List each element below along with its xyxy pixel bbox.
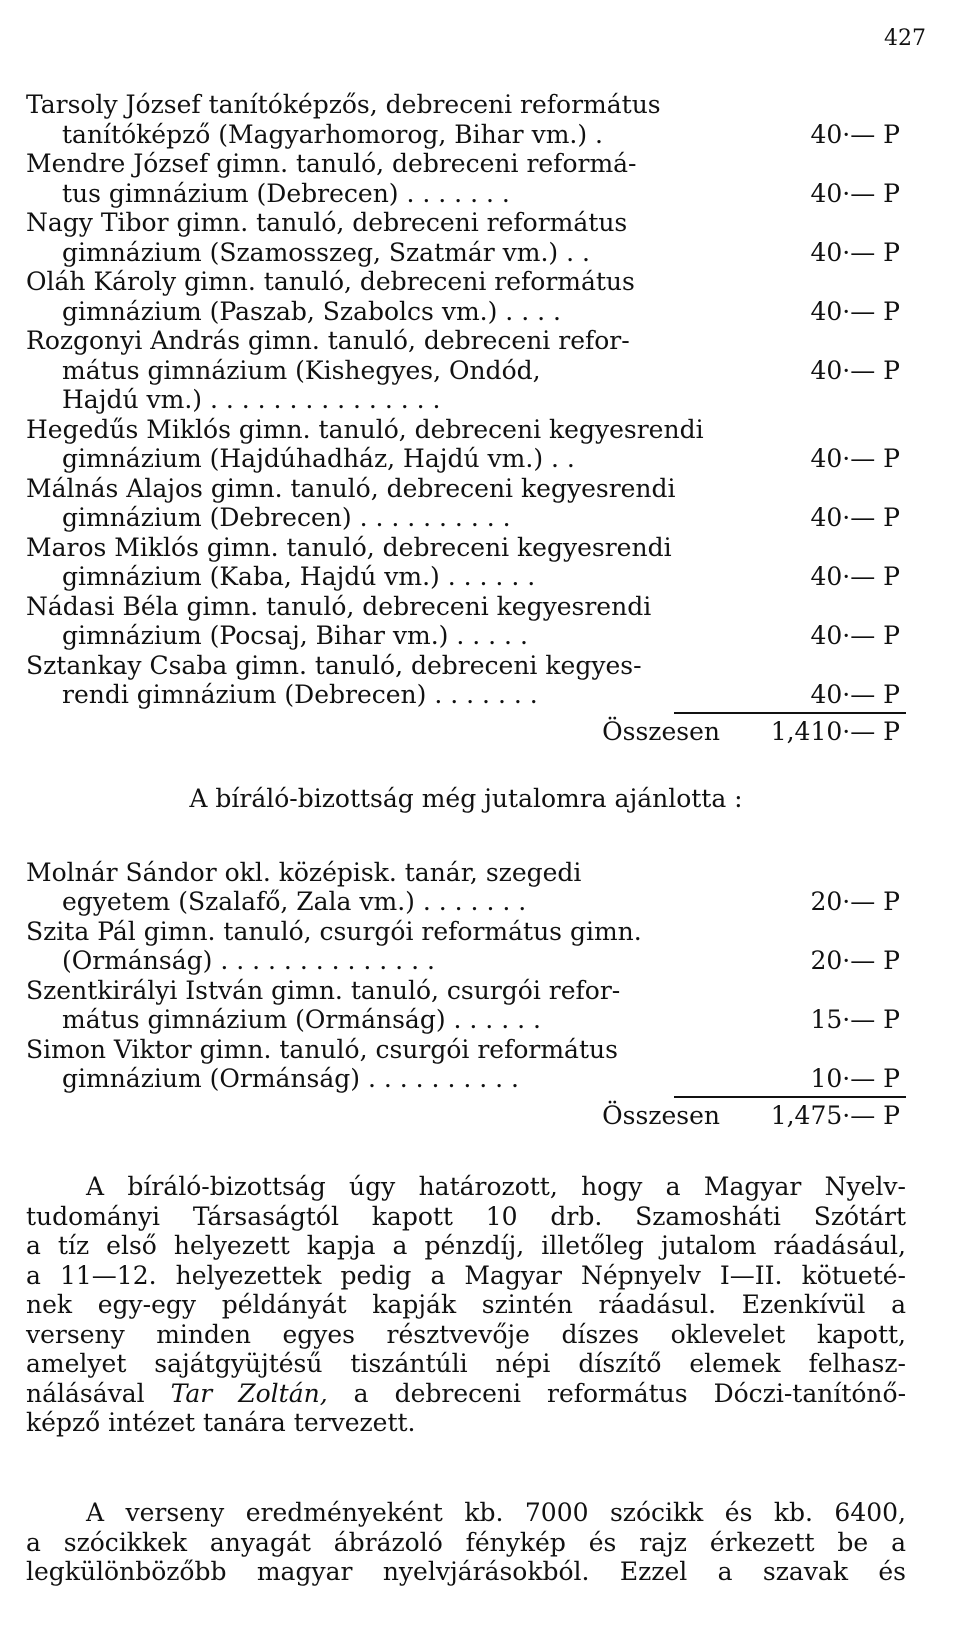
paragraph-line: legkülönbözőbb magyar nyelvjárásokból. Ezzel a szavak és xyxy=(26,1557,906,1586)
entry-line: Maros Miklós gimn. tanuló, debreceni kegyesrendi xyxy=(26,532,672,562)
entry-text xyxy=(26,592,731,651)
entry-line: Sztankay Csaba gimn. tanuló, debreceni kegyes- xyxy=(26,650,642,680)
total-value: 1,410·— P xyxy=(770,716,900,746)
paragraph-line: a 11—12. helyezettek pedig a Magyar Népnyelv I—II. kötueté- xyxy=(26,1260,906,1290)
entry-line: Molnár Sándor okl. középisk. tanár, szegedi xyxy=(26,857,582,887)
award-entry xyxy=(26,858,906,917)
entry-amount: 40·— P xyxy=(810,237,900,267)
award-entry xyxy=(26,533,906,592)
entry-amount: 10·— P xyxy=(810,1064,900,1093)
entry-line: egyetem (Szalafő, Zala vm.) . . . . . . . xyxy=(62,887,527,916)
total-rule-2 xyxy=(674,1096,906,1098)
entry-line: Nagy Tibor gimn. tanuló, debreceni református xyxy=(26,208,628,237)
entry-text xyxy=(26,267,731,326)
entry-text xyxy=(26,90,731,149)
entry-line: Hegedűs Miklós gimn. tanuló, debreceni kegyesrendi xyxy=(26,414,704,444)
designer-name: Tar Zoltán, xyxy=(170,1378,328,1408)
entry-text xyxy=(26,858,731,917)
awards-section xyxy=(26,90,906,710)
entry-line: gimnázium (Kaba, Hajdú vm.) . . . . . . xyxy=(62,562,536,591)
award-entry xyxy=(26,208,906,267)
paragraph-line: tudományi Társaságtól kapott 10 drb. Szamosháti Szótárt xyxy=(26,1201,906,1231)
entry-line: Rozgonyi András gimn. tanuló, debreceni refor- xyxy=(26,326,630,355)
recommended-section xyxy=(26,858,906,1094)
entry-text xyxy=(26,415,731,474)
entry-amount: 20·— P xyxy=(810,887,900,916)
award-entry xyxy=(26,90,906,149)
total-value: 1,475·— P xyxy=(770,1100,900,1130)
paragraph-line: A verseny eredményeként kb. 7000 szócikk és kb. 6400, xyxy=(86,1498,906,1527)
entry-line: gimnázium (Hajdúhadház, Hajdú vm.) . . xyxy=(62,444,575,473)
entry-line: Szita Pál gimn. tanuló, csurgói református gimn. xyxy=(26,916,642,946)
entry-text xyxy=(26,976,731,1035)
entry-text xyxy=(26,1035,731,1094)
total-label: Összesen xyxy=(602,1100,720,1130)
award-entry xyxy=(26,592,906,651)
entry-amount: 40·— P xyxy=(810,296,900,326)
entry-amount: 40·— P xyxy=(810,355,900,385)
entry-line: Tarsoly József tanítóképzős, debreceni református xyxy=(26,90,661,119)
entry-amount: 40·— P xyxy=(810,562,900,591)
paragraph-line: nek egy-egy példányát kapják szintén ráadásul. Ezenkívül a xyxy=(26,1290,906,1319)
entry-line: Mendre József gimn. tanuló, debreceni reformá- xyxy=(26,149,637,178)
entry-amount: 40·— P xyxy=(810,621,900,650)
entry-line: tanítóképző (Magyarhomorog, Bihar vm.) . xyxy=(62,119,604,149)
entry-amount: 40·— P xyxy=(810,444,900,473)
paragraph-line: verseny minden egyes résztvevője díszes oklevelet kapott, xyxy=(26,1319,906,1349)
award-entry xyxy=(26,326,906,415)
award-entry xyxy=(26,1035,906,1094)
entry-amount: 40·— P xyxy=(810,503,900,532)
award-entry xyxy=(26,474,906,533)
recommendation-heading: A bíráló-bizottság még jutalomra ajánlotta : xyxy=(189,783,743,813)
entry-text xyxy=(26,474,731,533)
entry-line: gimnázium (Ormánság) . . . . . . . . . . xyxy=(62,1064,519,1093)
entry-line: Oláh Károly gimn. tanuló, debreceni református xyxy=(26,267,635,296)
paragraph-fragment: nálásával xyxy=(26,1378,145,1408)
paragraph-line-mixed xyxy=(26,1379,906,1409)
entry-line: Málnás Alajos gimn. tanuló, debreceni kegyesrendi xyxy=(26,473,676,503)
entry-amount: 20·— P xyxy=(810,946,900,975)
entry-text xyxy=(26,326,731,415)
award-entry xyxy=(26,917,906,976)
entry-amount: 40·— P xyxy=(810,178,900,208)
entry-text xyxy=(26,533,731,592)
paragraph-line: amelyet sajátgyüjtésű tiszántúli népi díszítő elemek felhasz- xyxy=(26,1349,906,1378)
entry-line: Simon Viktor gimn. tanuló, csurgói református xyxy=(26,1034,618,1064)
entry-text xyxy=(26,149,731,208)
paragraph-line: a tíz első helyezett kapja a pénzdíj, illetőleg jutalom ráadásául, xyxy=(26,1231,906,1260)
entry-line: tus gimnázium (Debrecen) . . . . . . . xyxy=(62,178,510,208)
entry-line: Nádasi Béla gimn. tanuló, debreceni kegyesrendi xyxy=(26,591,652,621)
entry-line: Szentkirályi István gimn. tanuló, csurgói refor- xyxy=(26,975,621,1005)
entry-text xyxy=(26,917,731,976)
award-entry xyxy=(26,267,906,326)
entry-line: gimnázium (Szamosszeg, Szatmár vm.) . . xyxy=(62,237,590,267)
paragraph-fragment: a debreceni református Dóczi-tanítónő- xyxy=(353,1378,907,1408)
paragraph-line: a szócikkek anyagát ábrázoló fénykép és rajz érkezett be a xyxy=(26,1527,906,1557)
award-entry xyxy=(26,149,906,208)
entry-line: Hajdú vm.) . . . . . . . . . . . . . . . xyxy=(62,385,441,414)
award-entry xyxy=(26,415,906,474)
entry-text xyxy=(26,651,731,710)
total-row-1 xyxy=(26,716,906,748)
total-rule-1 xyxy=(674,712,906,714)
entry-line: mátus gimnázium (Ormánság) . . . . . . xyxy=(62,1005,541,1034)
award-entry xyxy=(26,651,906,710)
paragraph-line: képző intézet tanára tervezett. xyxy=(26,1408,416,1437)
entry-amount: 15·— P xyxy=(810,1005,900,1034)
page-number: 427 xyxy=(884,26,926,51)
paragraph-decision xyxy=(26,1172,906,1438)
entry-line: (Ormánság) . . . . . . . . . . . . . . xyxy=(62,946,435,975)
entry-line: gimnázium (Paszab, Szabolcs vm.) . . . . xyxy=(62,296,561,326)
entry-line: gimnázium (Debrecen) . . . . . . . . . . xyxy=(62,503,511,532)
entry-line: rendi gimnázium (Debrecen) . . . . . . . xyxy=(62,680,538,709)
award-list xyxy=(26,90,906,1132)
entry-text xyxy=(26,208,731,267)
paragraph-results xyxy=(26,1498,906,1587)
entry-line: mátus gimnázium (Kishegyes, Ondód, xyxy=(62,355,541,385)
total-label: Összesen xyxy=(602,716,720,746)
paragraph-line: A bíráló-bizottság úgy határozott, hogy a Magyar Nyelv- xyxy=(86,1172,906,1201)
entry-amount: 40·— P xyxy=(810,119,900,149)
total-row-2 xyxy=(26,1100,906,1132)
award-entry xyxy=(26,976,906,1035)
entry-amount: 40·— P xyxy=(810,680,900,709)
entry-line: gimnázium (Pocsaj, Bihar vm.) . . . . . xyxy=(62,621,528,650)
